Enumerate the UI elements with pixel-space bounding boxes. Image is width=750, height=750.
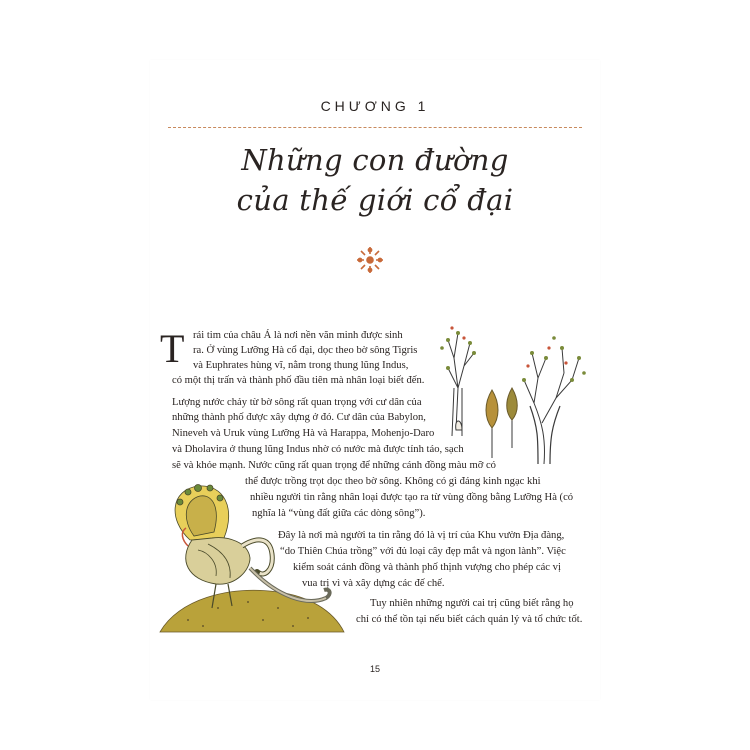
chapter-title-line-1: Những con đường [241, 143, 509, 177]
chapter-title-line-2: của thế giới cổ đại [236, 183, 514, 217]
chapter-label: CHƯƠNG 1 [320, 98, 430, 114]
body-line-2: ra. Ở vùng Lưỡng Hà cổ đại, dọc theo bờ sông Tigris [193, 345, 418, 356]
dashed-divider [168, 127, 582, 128]
body-line-11: nhiều người tin rằng nhân loại được tạo ra từ vùng đồng bằng Lưỡng Hà (có [250, 492, 574, 503]
body-line-9: sẽ và khỏe mạnh. Nước cũng rất quan trọng để những cánh đồng màu mỡ có [172, 460, 496, 471]
body-line-16: vua trị vì và xây dựng các đế chế. [302, 578, 445, 589]
body-line-18: chỉ có thể tồn tại nếu biết cách quản lý và tổ chức tốt. [356, 614, 583, 625]
body-line-8: và Dholavira ở thung lũng Indus nhờ có nước mà được tỉnh táo, sạch [172, 444, 464, 455]
body-line-14: “do Thiên Chúa trồng” với đủ loại cây đẹp mắt và ngon lành”. Việc [280, 546, 566, 557]
body-line-6: những thành phố được xây dựng ở đó. Cư dân của Babylon, [172, 412, 426, 423]
page-number: 15 [369, 664, 380, 674]
body-line-17: Tuy nhiên những người cai trị cũng biết rằng họ [370, 598, 574, 609]
body-line-1: rái tim của châu Á là nơi nền văn minh được sinh [193, 330, 403, 341]
body-line-13: Đây là nơi mà người ta tin rằng đó là vị trí của Khu vườn Địa đàng, [278, 530, 565, 541]
body-line-5: Lượng nước chảy từ bờ sông rất quan trọng với cư dân của [172, 397, 422, 408]
body-line-15: kiểm soát cánh đồng và thành phố thịnh vượng cho phép các vị [293, 562, 561, 573]
body-line-12: nghĩa là “vùng đất giữa các dòng sông”). [252, 508, 426, 519]
drop-cap: T [160, 326, 185, 371]
body-line-7: Nineveh và Uruk vùng Lưỡng Hà và Harappa, Mohenjo-Daro [172, 428, 435, 439]
body-line-10: thể được trồng trọt dọc theo bờ sông. Không có gì đáng kinh ngạc khi [245, 476, 541, 487]
flower-ornament-icon [356, 246, 384, 274]
body-line-4: có một thị trấn và thành phố đầu tiên mà nhân loại biết đến. [172, 375, 425, 386]
body-line-3: và Euphrates hùng vĩ, nằm trong thung lũng Indus, [193, 360, 409, 371]
peacock-illustration [158, 480, 348, 640]
